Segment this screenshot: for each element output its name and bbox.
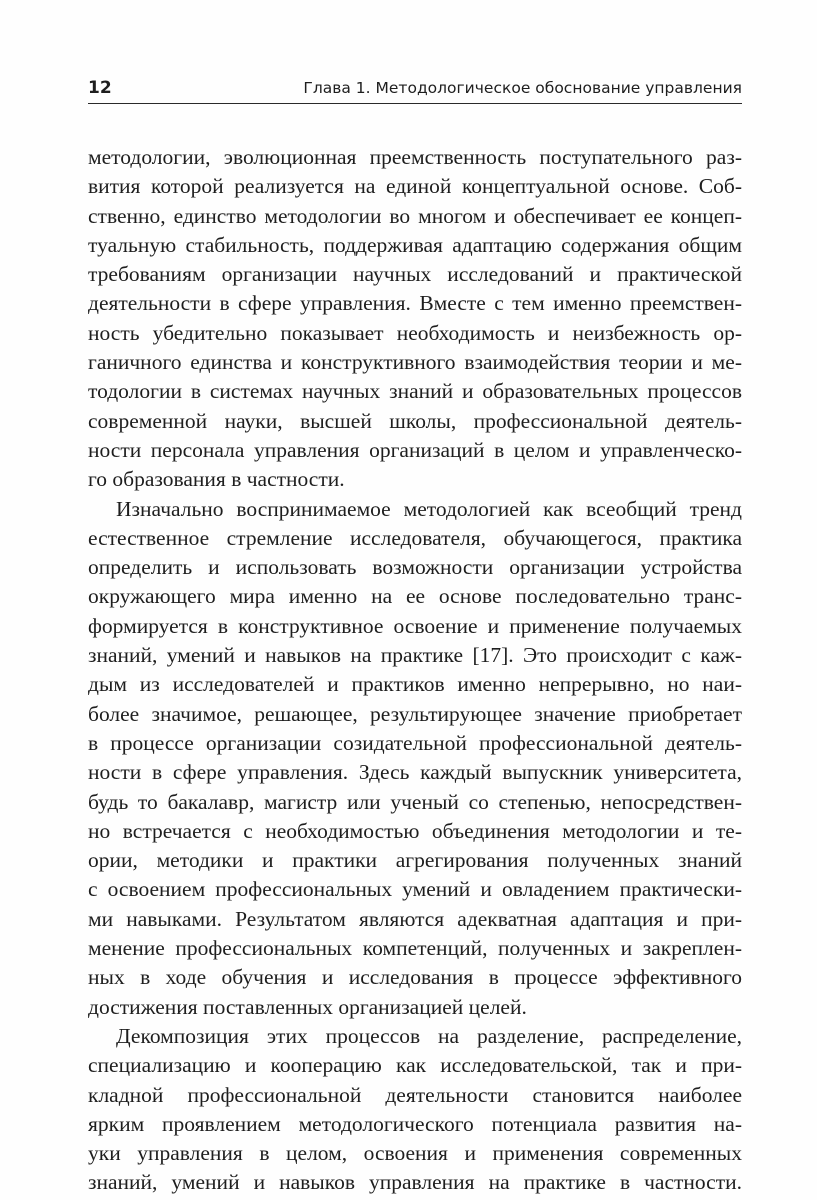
text-line: достижения поставленных организацией целей. [88, 994, 527, 1019]
text-line: тодологии в системах научных знаний и образовательных процессов [88, 379, 742, 404]
text-line: методологии, эволюционная преемственность поступательного раз- [88, 145, 742, 169]
text-line: уки управления в целом, освоения и применения современных [88, 1141, 742, 1166]
text-line: определить и использовать возможности организации устройства [88, 555, 742, 580]
text-line: будь то бакалавр, магистр или ученый со степенью, непосредствен- [88, 789, 742, 814]
text-line: в процессе организации созидательной профессиональной деятель- [88, 730, 742, 755]
paragraph [88, 1022, 742, 1198]
text-line: деятельности в сфере управления. Вместе с тем именно преемствен- [88, 291, 742, 316]
text-line: дым из исследователей и практиков именно непрерывно, но наи- [88, 672, 742, 697]
text-line: требованиям организации научных исследований и практической [88, 262, 742, 287]
text-line: ганичного единства и конструктивного взаимодействия теории и ме- [88, 350, 742, 375]
header-rule [88, 103, 742, 104]
text-line: ность убедительно показывает необходимость и неизбежность ор- [88, 320, 742, 345]
text-line: окружающего мира именно на ее основе последовательно транс- [88, 584, 742, 609]
text-line: ности в сфере управления. Здесь каждый выпускник университета, [88, 760, 742, 785]
text-line: с освоением профессиональных умений и овладением практически- [88, 877, 742, 902]
running-title: Глава 1. Методологическое обоснование управления [303, 79, 742, 97]
text-line: но встречается с необходимостью объединения методологии и те- [88, 818, 742, 843]
text-line: Декомпозиция этих процессов на разделение, распределение, [116, 1023, 742, 1048]
paragraph [88, 143, 742, 495]
text-line: ных в ходе обучения и исследования в процессе эффективного [88, 965, 742, 990]
text-line: формируется в конструктивное освоение и применение получаемых [88, 613, 742, 638]
text-line: знаний, умений и навыков управления на практике в частности. [88, 1170, 742, 1195]
text-line: ярким проявлением методологического потенциала развития на- [88, 1111, 742, 1136]
text-line: менение профессиональных компетенций, полученных и закреплен- [88, 936, 742, 961]
text-line: естественное стремление исследователя, обучающегося, практика [88, 525, 742, 550]
text-line: ности персонала управления организаций в целом и управленческо- [88, 437, 742, 462]
text-line: современной науки, высшей школы, профессиональной деятель- [88, 408, 742, 433]
text-line: знаний, умений и навыков на практике [17]. Это происходит с каж- [88, 643, 742, 668]
paragraph [88, 495, 742, 1022]
text-line: ории, методики и практики агрегирования полученных знаний [88, 848, 742, 873]
text-line: ми навыками. Результатом являются адекватная адаптация и при- [88, 906, 742, 931]
text-line: Изначально воспринимаемое методологией как всеобщий тренд [116, 496, 742, 521]
text-line: вития которой реализуется на единой концептуальной основе. Соб- [88, 174, 742, 199]
body-text [88, 143, 742, 1198]
text-line: туальную стабильность, поддерживая адаптацию содержания общим [88, 232, 742, 257]
text-line: ственно, единство методологии во многом и обеспечивает ее концеп- [88, 203, 742, 228]
text-line: более значимое, решающее, результирующее значение приобретает [88, 701, 742, 726]
page-header [88, 76, 742, 102]
text-line: кладной профессиональной деятельности становится наиболее [88, 1082, 742, 1107]
text-line: го образования в частности. [88, 467, 345, 492]
page-number: 12 [88, 78, 112, 98]
text-line: специализацию и кооперацию как исследовательской, так и при- [88, 1053, 742, 1078]
